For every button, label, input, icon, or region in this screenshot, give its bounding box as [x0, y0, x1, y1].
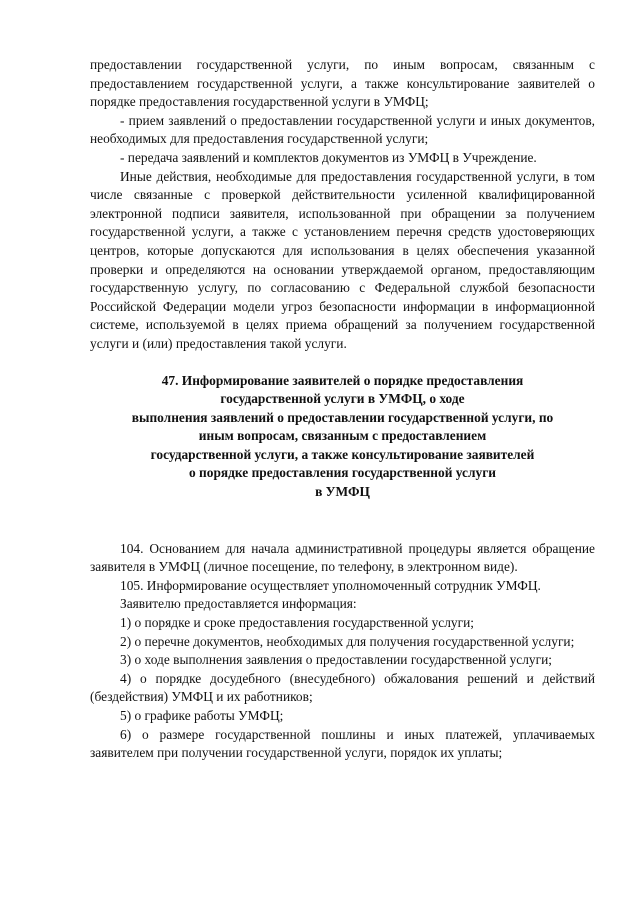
- document-page: [90, 56, 595, 763]
- list-item-3: 3) о ходе выполнения заявления о предоставлении государственной услуги;: [120, 652, 552, 668]
- paragraph-104: 104. Основанием для начала административной процедуры является обращение заявителя в УМФЦ (личное посещение, по телефону, в электронном виде).: [90, 540, 595, 575]
- paragraph-list-item: - передача заявлений и комплектов документов из УМФЦ в Учреждение.: [120, 149, 537, 165]
- heading-line: 47. Информирование заявителей о порядке предоставления: [161, 372, 524, 388]
- paragraph-105: 105. Информирование осуществляет уполномоченный сотрудник УМФЦ.: [120, 577, 541, 593]
- spacer: [90, 502, 595, 540]
- list-item-1: 1) о порядке и сроке предоставления государственной услуги;: [120, 615, 475, 631]
- list-item-2: 2) о перечне документов, необходимых для получения государственной услуги;: [120, 633, 575, 649]
- heading-line: о порядке предоставления государственной услуги: [189, 465, 496, 481]
- paragraph-continuation: предоставлении государственной услуги, по иным вопросам, связанным с предоставлением государственной услуги, а также консультирование заявителей о порядке предоставления государственной услуги в УМФЦ;: [90, 57, 595, 110]
- paragraph-info-intro: Заявителю предоставляется информация:: [120, 596, 357, 612]
- section-heading: [90, 372, 595, 502]
- paragraph-list-item: - прием заявлений о предоставлении государственной услуги и иных документов, необходимых для предоставления государственной услуги;: [90, 112, 595, 147]
- heading-line: в УМФЦ: [315, 484, 370, 500]
- list-item-6: 6) о размере государственной пошлины и иных платежей, уплачиваемых заявителем при получении государственной услуги, порядок их уплаты;: [90, 726, 595, 761]
- heading-line: выполнения заявлений о предоставлении государственной услуги, по: [131, 409, 554, 425]
- list-item-4: 4) о порядке досудебного (внесудебного) обжалования решений и действий (бездействия) УМФЦ и их работников;: [90, 670, 595, 705]
- paragraph-other-actions: Иные действия, необходимые для предоставления государственной услуги, в том числе связанные с проверкой действительности усиленной квалифицированной электронной подписи заявителя, использованной при обращении за получением государственной услуги, а также с установлением перечня средств удостоверяющих центров, которые допускаются для использования в целях обеспечения указанной проверки и определяются на основании утверждаемой органом, предоставляющим государственную услугу, по согласованию с Федеральной службой безопасности Российской Федерации модели угроз безопасности информации в информационной системе, используемой в целях приема обращений за получением государственной услуги и (или) предоставления такой услуги.: [90, 168, 595, 351]
- list-item-5: 5) о графике работы УМФЦ;: [120, 708, 284, 723]
- heading-line: иным вопросам, связанным с предоставлением: [198, 428, 487, 444]
- heading-line: государственной услуги, а также консультирование заявителей: [150, 446, 535, 462]
- heading-line: государственной услуги в УМФЦ, о ходе: [220, 391, 465, 407]
